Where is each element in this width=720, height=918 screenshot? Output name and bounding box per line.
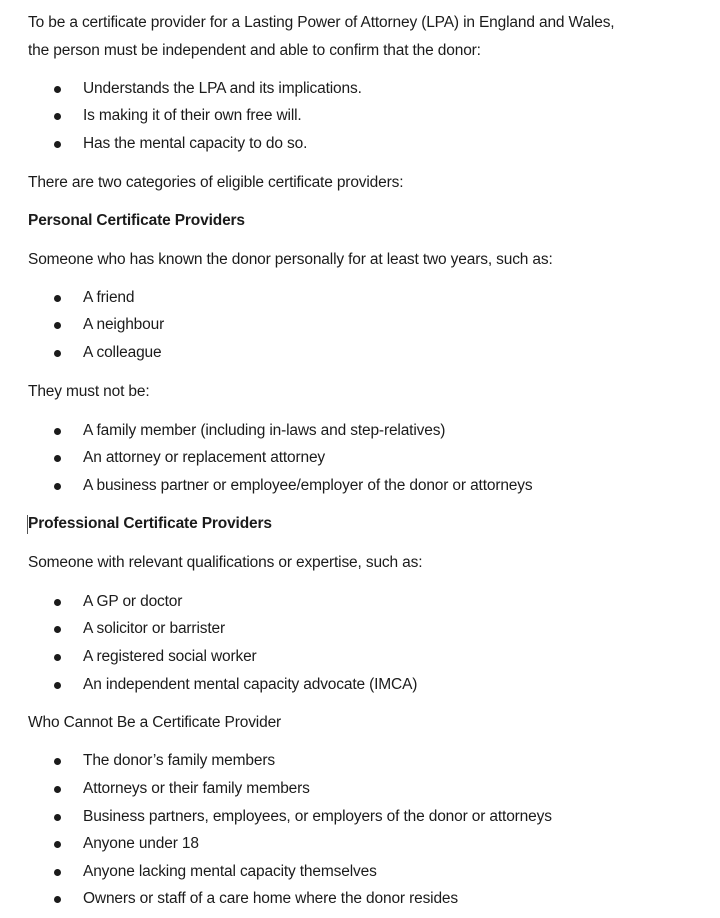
list-item: Business partners, employees, or employers of the donor or attorneys xyxy=(83,808,552,825)
bullet-icon xyxy=(54,483,61,490)
personal-heading: Personal Certificate Providers xyxy=(28,212,245,229)
list-item: Has the mental capacity to do so. xyxy=(83,135,308,152)
intro-line-1: To be a certificate provider for a Lasting Power of Attorney (LPA) in England and Wales, xyxy=(28,14,615,31)
list-item: An independent mental capacity advocate (IMCA) xyxy=(83,676,418,693)
list-item: Is making it of their own free will. xyxy=(83,107,302,124)
bullet-icon xyxy=(54,841,61,848)
bullet-icon xyxy=(54,86,61,93)
list-item: The donor’s family members xyxy=(83,752,275,769)
bullet-icon xyxy=(54,786,61,793)
list-item: A registered social worker xyxy=(83,648,257,665)
bullet-icon xyxy=(54,295,61,302)
professional-heading[interactable]: Professional Certificate Providers xyxy=(28,515,272,532)
bullet-icon xyxy=(54,682,61,689)
list-item: A GP or doctor xyxy=(83,593,183,610)
personal-desc: Someone who has known the donor personally for at least two years, such as: xyxy=(28,251,553,268)
bullet-icon xyxy=(54,626,61,633)
intro-line-2: the person must be independent and able to confirm that the donor: xyxy=(28,42,481,59)
must-not-label: They must not be: xyxy=(28,383,150,400)
list-item: A business partner or employee/employer of the donor or attorneys xyxy=(83,477,533,494)
bullet-icon xyxy=(54,869,61,876)
list-item: A neighbour xyxy=(83,316,165,333)
list-item: A colleague xyxy=(83,344,162,361)
list-item: A friend xyxy=(83,289,135,306)
bullet-icon xyxy=(54,350,61,357)
list-item: Anyone lacking mental capacity themselves xyxy=(83,863,377,880)
list-item: Attorneys or their family members xyxy=(83,780,310,797)
bullet-icon xyxy=(54,113,61,120)
bullet-icon xyxy=(54,758,61,765)
professional-desc: Someone with relevant qualifications or expertise, such as: xyxy=(28,554,423,571)
bullet-icon xyxy=(54,455,61,462)
categories-intro: There are two categories of eligible certificate providers: xyxy=(28,174,404,191)
bullet-icon xyxy=(54,814,61,821)
bullet-icon xyxy=(54,654,61,661)
bullet-icon xyxy=(54,599,61,606)
list-item: Anyone under 18 xyxy=(83,835,199,852)
bullet-icon xyxy=(54,428,61,435)
bullet-icon xyxy=(54,141,61,148)
list-item: A solicitor or barrister xyxy=(83,620,225,637)
list-item: Understands the LPA and its implications. xyxy=(83,80,362,97)
list-item: A family member (including in-laws and step-relatives) xyxy=(83,422,446,439)
bullet-icon xyxy=(54,896,61,903)
list-item: An attorney or replacement attorney xyxy=(83,449,326,466)
list-item: Owners or staff of a care home where the donor resides xyxy=(83,890,459,907)
bullet-icon xyxy=(54,322,61,329)
cannot-heading: Who Cannot Be a Certificate Provider xyxy=(28,714,282,731)
